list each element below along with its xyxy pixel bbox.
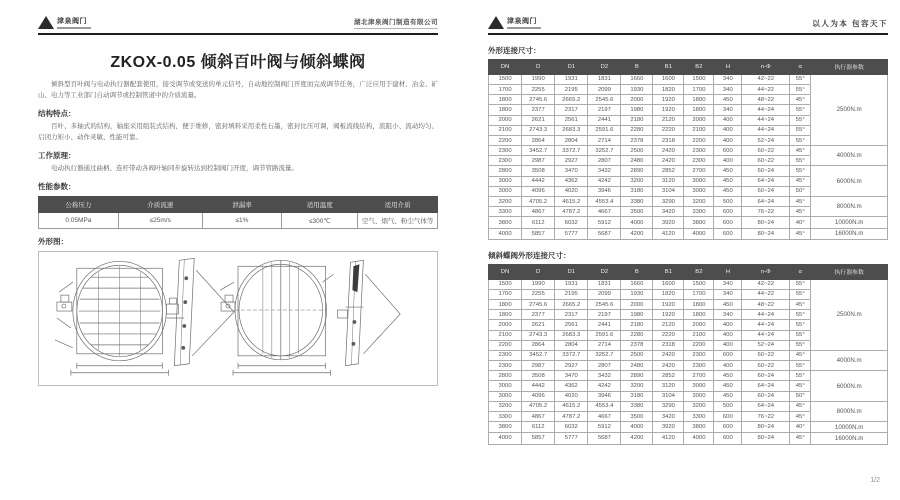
table-row: 2800 3508 3470 3432 2890 2852 2700 450 60~24 55° 6000N.m	[489, 371, 888, 381]
column-header: B2	[684, 60, 714, 75]
column-header: D2	[588, 264, 621, 279]
column-header: 执行器参数	[811, 60, 888, 75]
column-header: D	[522, 60, 555, 75]
column-header: D1	[555, 264, 588, 279]
dimensions-table1-heading: 外形连接尺寸：	[488, 46, 541, 55]
actuator-param-cell: 2500N.m	[811, 74, 888, 145]
column-header: D	[522, 264, 555, 279]
valve-technical-drawing	[39, 252, 437, 385]
column-header: DN	[489, 60, 522, 75]
column-header: 执行器参数	[811, 264, 888, 279]
table-row: 3800 6112 6032 5912 4000 3920 3800 600 80~24 40° 10000N.m	[489, 422, 888, 433]
column-header: DN	[489, 264, 522, 279]
table-row: 2000 2621 2561 2441 2180 2120 2000 400 44~24 55°	[489, 320, 888, 330]
table-row: 1700 2255 2195 2099 1930 1820 1700 340 44~22 55°	[489, 289, 888, 299]
triangle-logo-icon	[488, 16, 504, 29]
actuator-param-cell: 6000N.m	[811, 166, 888, 197]
table-row: 1800 2745.6 2665.2 2545.6 2000 1920 1800 450 48~22 45°	[489, 95, 888, 105]
actuator-param-cell: 6000N.m	[811, 371, 888, 402]
page-number: 1/2	[870, 477, 880, 484]
company-slogan: 以人为本 包容天下	[812, 19, 888, 28]
table-row: 4000 5857 5777 5687 4200 4120 4000 600 80~24 45° 16000N.m	[489, 433, 888, 444]
column-header: 介质流速	[118, 197, 202, 213]
performance-table	[38, 196, 438, 229]
column-header: n-Φ	[742, 264, 790, 279]
logo-text: 津泉阀门	[507, 18, 537, 25]
features-heading: 结构特点：	[38, 109, 76, 119]
table-row: 2200 2864 2804 2714 2378 2318 2200 400 52~24 55°	[489, 340, 888, 350]
actuator-param-cell: 2500N.m	[811, 279, 888, 350]
table-row: 3000 4442 4362 4242 3200 3120 3000 450 64~24 45°	[489, 381, 888, 391]
table-row: 0.05MPa ≤25m/s ≤1% ≤300℃ 空气、烟气、粉尘气体等	[39, 213, 438, 229]
actuator-param-cell: 4000N.m	[811, 350, 888, 370]
dimensions-table2-heading: 倾斜蝶阀外形连接尺寸：	[488, 250, 571, 260]
table-row: 4000 5857 5777 5687 4200 4120 4000 600 80~24 45° 16000N.m	[489, 228, 888, 239]
table-row: 2100 2743.3 2683.3 2591.6 2280 2220 2100 400 44~24 55°	[489, 125, 888, 135]
column-header: H	[714, 264, 742, 279]
actuator-param-cell: 4000N.m	[811, 146, 888, 166]
table-row: 2800 3508 3470 3432 2890 2852 2700 450 60~24 55° 6000N.m	[489, 166, 888, 176]
outline-drawing-box	[38, 251, 438, 386]
table-row: 3000 4096 4020 3946 3180 3104 3000 450 60~24 50°	[489, 391, 888, 401]
actuator-param-cell: 8000N.m	[811, 401, 888, 421]
actuator-param-cell: 10000N.m	[811, 422, 888, 433]
column-header: 适用介质	[358, 197, 438, 213]
column-header: D1	[555, 60, 588, 75]
actuator-param-cell: 16000N.m	[811, 433, 888, 444]
table-row: 2300 3452.7 3372.7 3252.7 2500 2420 2300 600 60~22 45° 4000N.m	[489, 350, 888, 360]
principle-heading: 工作原理：	[38, 151, 76, 161]
company-subtext-bar	[354, 28, 438, 30]
actuator-param-cell: 16000N.m	[811, 228, 888, 239]
table-row: 2000 2621 2561 2441 2180 2120 2000 400 44~24 55°	[489, 115, 888, 125]
louver-valve-dimensions-table	[488, 59, 888, 240]
table-row: 2100 2743.3 2683.3 2591.6 2280 2220 2100 400 44~24 55°	[489, 330, 888, 340]
page-header	[488, 0, 888, 35]
column-header: α	[790, 60, 811, 75]
company-logo	[488, 16, 541, 29]
table-row: 3300 4867 4787.2 4667 3500 3420 3300 600 76~22 45°	[489, 207, 888, 217]
table-row: 1500 1990 1931 1831 1660 1600 1500 340 42~22 55° 2500N.m	[489, 279, 888, 289]
principle-text: 电动执行器通过曲柄、连杆带动各阀叶轴同步旋转达到控制阀门开度，调节管路流量。	[51, 165, 298, 173]
triangle-logo-icon	[38, 16, 54, 29]
table-row: 2300 2987 2927 2807 2480 2420 2300 400 60~22 55°	[489, 361, 888, 371]
table-row: 1500 1990 1931 1831 1660 1600 1500 340 42~22 55° 2500N.m	[489, 74, 888, 84]
actuator-param-cell: 8000N.m	[811, 197, 888, 217]
column-header: H	[714, 60, 742, 75]
table-row: 3200 4705.2 4615.2 4553.4 3380 3290 3200 500 64~24 45° 8000N.m	[489, 197, 888, 207]
company-logo	[38, 16, 91, 29]
page-header	[38, 0, 438, 35]
table-row: 3000 4442 4362 4242 3200 3120 3000 450 64~24 45°	[489, 176, 888, 186]
table-row: 2200 2864 2804 2714 2378 2318 2200 400 52~24 55°	[489, 135, 888, 145]
column-header: B1	[653, 264, 684, 279]
table-row: 1700 2255 2195 2099 1930 1820 1700 340 44~22 55°	[489, 84, 888, 94]
table-row: 1800 2377 2317 2197 1980 1920 1800 340 44~24 55°	[489, 310, 888, 320]
table-row: 3300 4867 4787.2 4667 3500 3420 3300 600 76~22 45°	[489, 412, 888, 422]
logo-subtext-bar	[57, 27, 91, 29]
column-header: 泄漏率	[202, 197, 282, 213]
table-row: 3000 4096 4020 3946 3180 3104 3000 450 60~24 50°	[489, 186, 888, 196]
features-text: 百叶、多轴式的结构，轴座采用组装式结构，便于维修，密封填料采用柔性石墨，密封比压可调，阀板流线结构，流阻小、流动均匀、启闭力矩小、动作灵敏、性能可靠。	[38, 123, 438, 142]
column-header: B	[621, 60, 653, 75]
table-row: 2300 2987 2927 2807 2480 2420 2300 400 60~22 55°	[489, 156, 888, 166]
column-header: B1	[653, 60, 684, 75]
performance-heading: 性能参数：	[38, 182, 76, 192]
table-row: 2300 3452.7 3372.7 3252.7 2500 2420 2300 600 60~22 45° 4000N.m	[489, 146, 888, 156]
column-header: 适用温度	[282, 197, 358, 213]
column-header: α	[790, 264, 811, 279]
company-name: 湖北津泉阀门制造有限公司	[354, 19, 438, 26]
outline-heading: 外形图：	[38, 237, 68, 247]
catalog-page-2	[450, 0, 900, 500]
actuator-param-cell: 10000N.m	[811, 217, 888, 228]
page-title: ZKOX-0.05 倾斜百叶阀与倾斜蝶阀	[110, 54, 366, 71]
intro-paragraph: 倾斜型百叶阀与电动执行器配套使用，接受调节或变送的单元信号，自动地控制阀门开度而完成调节任务，广泛应用于建材、冶金、矿山、电力等工业部门自动调节或控制管道中的介质流量。	[38, 81, 438, 100]
column-header: B	[621, 264, 653, 279]
column-header: n-Φ	[742, 60, 790, 75]
logo-text: 津泉阀门	[57, 18, 87, 25]
table-row: 1800 2377 2317 2197 1980 1920 1800 340 44~24 55°	[489, 105, 888, 115]
table-row: 3200 4705.2 4615.2 4553.4 3380 3290 3200 500 64~24 45° 8000N.m	[489, 401, 888, 411]
column-header: B2	[684, 264, 714, 279]
column-header: D2	[588, 60, 621, 75]
column-header: 公称压力	[39, 197, 119, 213]
logo-subtext-bar	[507, 27, 541, 29]
butterfly-valve-dimensions-table	[488, 264, 888, 445]
table-row: 1800 2745.6 2665.2 2545.6 2000 1920 1800 450 48~22 45°	[489, 299, 888, 309]
table-row: 3800 6112 6032 5912 4000 3920 3800 600 80~24 40° 10000N.m	[489, 217, 888, 228]
